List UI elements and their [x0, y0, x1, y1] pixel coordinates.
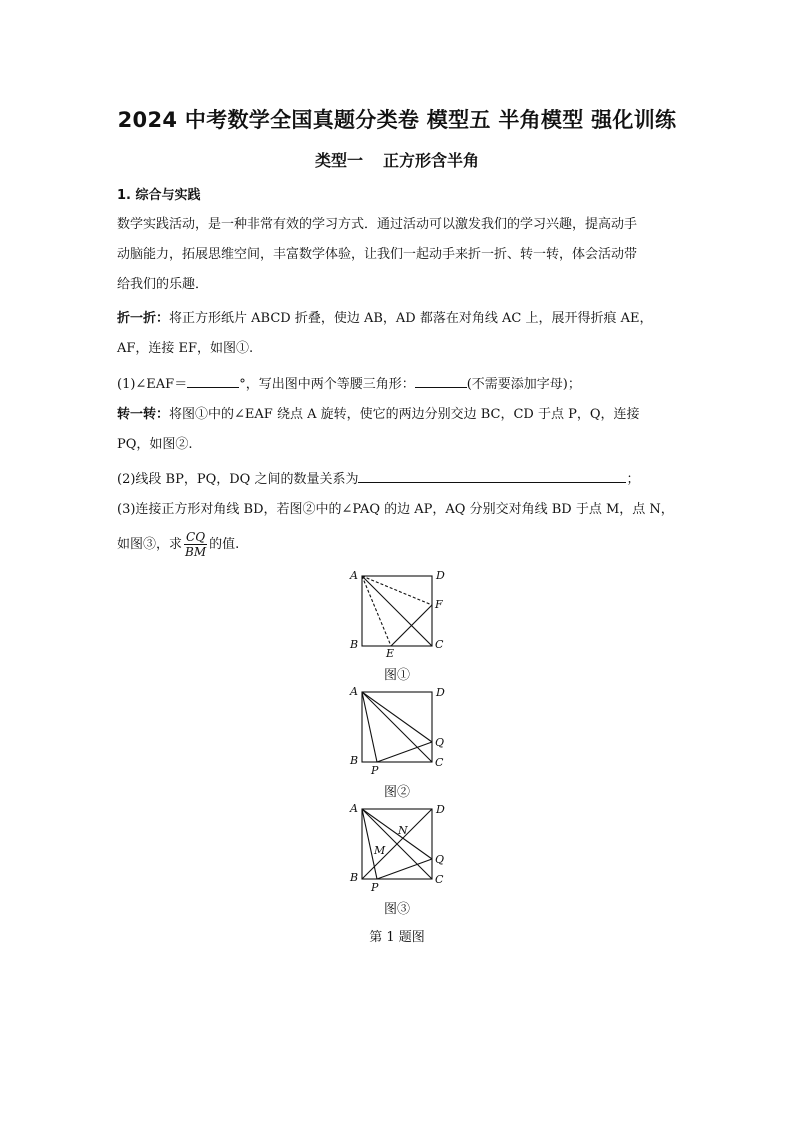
fig3-label-c: C: [435, 873, 444, 886]
fig1-label-b: B: [350, 638, 359, 651]
fold-line-2: AF，连接 EF，如图①.: [117, 341, 254, 356]
fig3-label-m: M: [374, 844, 386, 857]
rotate-line-1: [117, 405, 640, 425]
fig2-segment-ap: [362, 692, 377, 762]
fig2-label-a: A: [350, 685, 358, 698]
subtitle-topic: 正方形含半角: [383, 151, 480, 170]
fig3-label-n: N: [398, 824, 408, 837]
subtitle-type: 类型一: [314, 151, 363, 170]
overall-figure-caption: 第 1 题图: [369, 930, 425, 945]
question-2: [117, 468, 639, 490]
fig3-label-q: Q: [435, 853, 445, 866]
q2-blank[interactable]: [358, 468, 626, 483]
fig2-segment-pq: [377, 742, 432, 762]
fraction-denominator: BM: [185, 545, 207, 559]
fig3-segment-aq: [362, 809, 432, 859]
q2-end: ；: [626, 472, 640, 487]
fig1-diagonal-ac: [362, 576, 432, 646]
figure-3-caption: 图③: [383, 902, 410, 917]
question-3-line-2: [117, 530, 239, 559]
fig2-label-c: C: [435, 756, 444, 769]
intro-line-2: 动脑能力，拓展思维空间，丰富数学体验，让我们一起动手来折一折、转一转，体会活动带: [117, 247, 638, 262]
fig1-label-d: D: [436, 569, 445, 582]
question-1: [117, 373, 581, 395]
fig1-label-c: C: [435, 638, 444, 651]
intro-line-1: 数学实践活动，是一种非常有效的学习方式．通过活动可以激发我们的学习兴趣，提高动手: [117, 217, 638, 232]
q1-part-1: (1)∠EAF＝: [117, 377, 188, 392]
fig1-label-a: A: [350, 569, 358, 582]
q1-part-2: °，写出图中两个等腰三角形：: [239, 377, 415, 392]
fig3-label-a: A: [350, 802, 358, 815]
fold-text-1: 将正方形纸片 ABCD 折叠，使边 AB，AD 都落在对角线 AC 上，展开得折痕 AE，: [169, 311, 653, 326]
q3-text-b: 的值.: [209, 537, 240, 552]
fig3-label-b: B: [350, 871, 359, 884]
question-3-line-1: (3)连接正方形对角线 BD，若图②中的∠PAQ 的边 AP，AQ 分别交对角线 BD 于点 M，点 N，: [117, 502, 674, 517]
question-heading: 1. 综合与实践: [117, 188, 201, 203]
fold-label: 折一折：: [117, 311, 170, 326]
fraction-numerator: CQ: [184, 530, 207, 545]
figure-2-caption: 图②: [383, 785, 410, 800]
q1-triangles-blank[interactable]: [415, 373, 467, 388]
fig3-label-p: P: [371, 881, 379, 894]
rotate-text-1: 将图①中的∠EAF 绕点 A 旋转，使它的两边分别交边 BC，CD 于点 P，Q，连接: [169, 407, 640, 422]
rotate-label: 转一转：: [117, 407, 170, 422]
figure-2-diagram: [340, 684, 450, 776]
section-subtitle: [0, 148, 794, 171]
q1-angle-blank[interactable]: [187, 373, 239, 388]
q3-text-a: 如图③，求: [117, 537, 183, 552]
figure-1-diagram: [340, 566, 450, 658]
figure-3-diagram: [340, 800, 450, 894]
figure-1-caption: 图①: [383, 668, 410, 683]
fig2-segment-aq: [362, 692, 432, 742]
fig2-diagonal-ac: [362, 692, 432, 762]
q2-text: (2)线段 BP，PQ，DQ 之间的数量关系为: [117, 472, 359, 487]
q1-part-3: (不需要添加字母)；: [466, 377, 581, 392]
fig2-label-q: Q: [435, 736, 445, 749]
rotate-line-2: PQ，如图②.: [117, 437, 193, 452]
fig2-label-p: P: [371, 764, 379, 776]
fold-line-1: [117, 309, 652, 329]
fig3-segment-pq: [377, 859, 432, 879]
fig2-label-d: D: [436, 686, 445, 699]
intro-line-3: 给我们的乐趣．: [117, 277, 209, 292]
fig1-label-f: F: [435, 598, 443, 611]
fig3-label-d: D: [436, 803, 445, 816]
page-title: 2024 中考数学全国真题分类卷 模型五 半角模型 强化训练: [117, 108, 677, 132]
fig2-label-b: B: [350, 754, 359, 767]
cq-over-bm-fraction: [184, 530, 207, 559]
fig1-label-e: E: [386, 647, 395, 658]
